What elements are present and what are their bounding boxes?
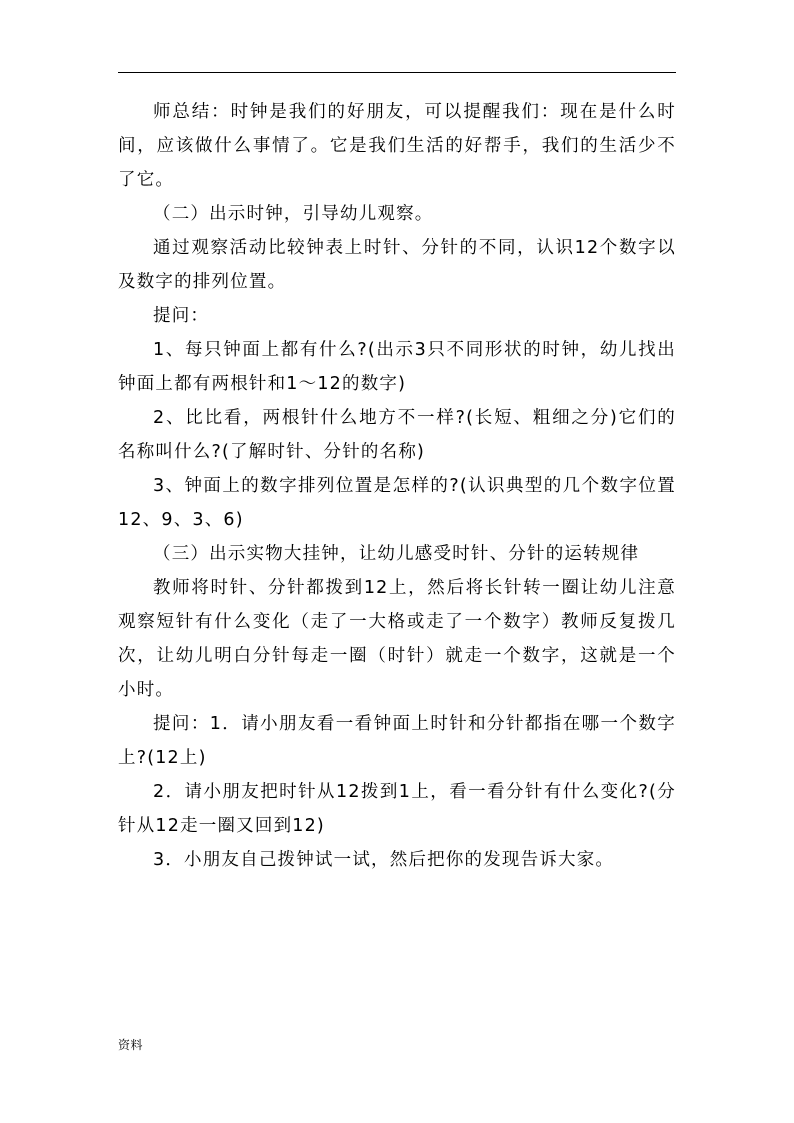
question-item-1: 1、每只钟面上都有什么?(出示3只不同形状的时钟，幼儿找出钟面上都有两根针和1～12的数字) bbox=[118, 340, 676, 394]
paragraph-teacher-summary: 师总结：时钟是我们的好朋友，可以提醒我们：现在是什么时间，应该做什么事情了。它是我们生活的好帮手，我们的生活少不了它。 bbox=[118, 102, 676, 190]
paragraph-observation: 通过观察活动比较钟表上时针、分针的不同，认识12个数字以及数字的排列位置。 bbox=[118, 238, 676, 292]
footer-label: 资料 bbox=[118, 1038, 144, 1052]
question-item-followup-1: 提问：1．请小朋友看一看钟面上时针和分针都指在哪一个数字上?(12上) bbox=[118, 714, 676, 768]
question-item-followup-2: 2．请小朋友把时针从12拨到1上，看一看分针有什么变化?(分针从12走一圈又回到12) bbox=[118, 782, 676, 836]
question-item-3: 3、钟面上的数字排列位置是怎样的?(认识典型的几个数字位置12、9、3、6) bbox=[118, 476, 676, 530]
section-heading-wall-clock: （三）出示实物大挂钟，让幼儿感受时针、分针的运转规律 bbox=[153, 544, 640, 564]
header-rule bbox=[118, 72, 676, 73]
paragraph-teacher-demo: 教师将时针、分针都拨到12上，然后将长针转一圈让幼儿注意观察短针有什么变化（走了一大格或走了一个数字）教师反复拨几次，让幼儿明白分针每走一圈（时针）就走一个数字，这就是一个小时。 bbox=[118, 578, 676, 700]
question-item-followup-3: 3．小朋友自己拨钟试一试，然后把你的发现告诉大家。 bbox=[153, 850, 615, 870]
paragraph-question-label: 提问： bbox=[153, 306, 210, 326]
document-body bbox=[118, 95, 676, 877]
question-item-2: 2、比比看，两根针什么地方不一样?(长短、粗细之分)它们的名称叫什么?(了解时针、分针的名称) bbox=[118, 408, 676, 462]
section-heading-show-clock: （二）出示时钟，引导幼儿观察。 bbox=[153, 204, 434, 224]
